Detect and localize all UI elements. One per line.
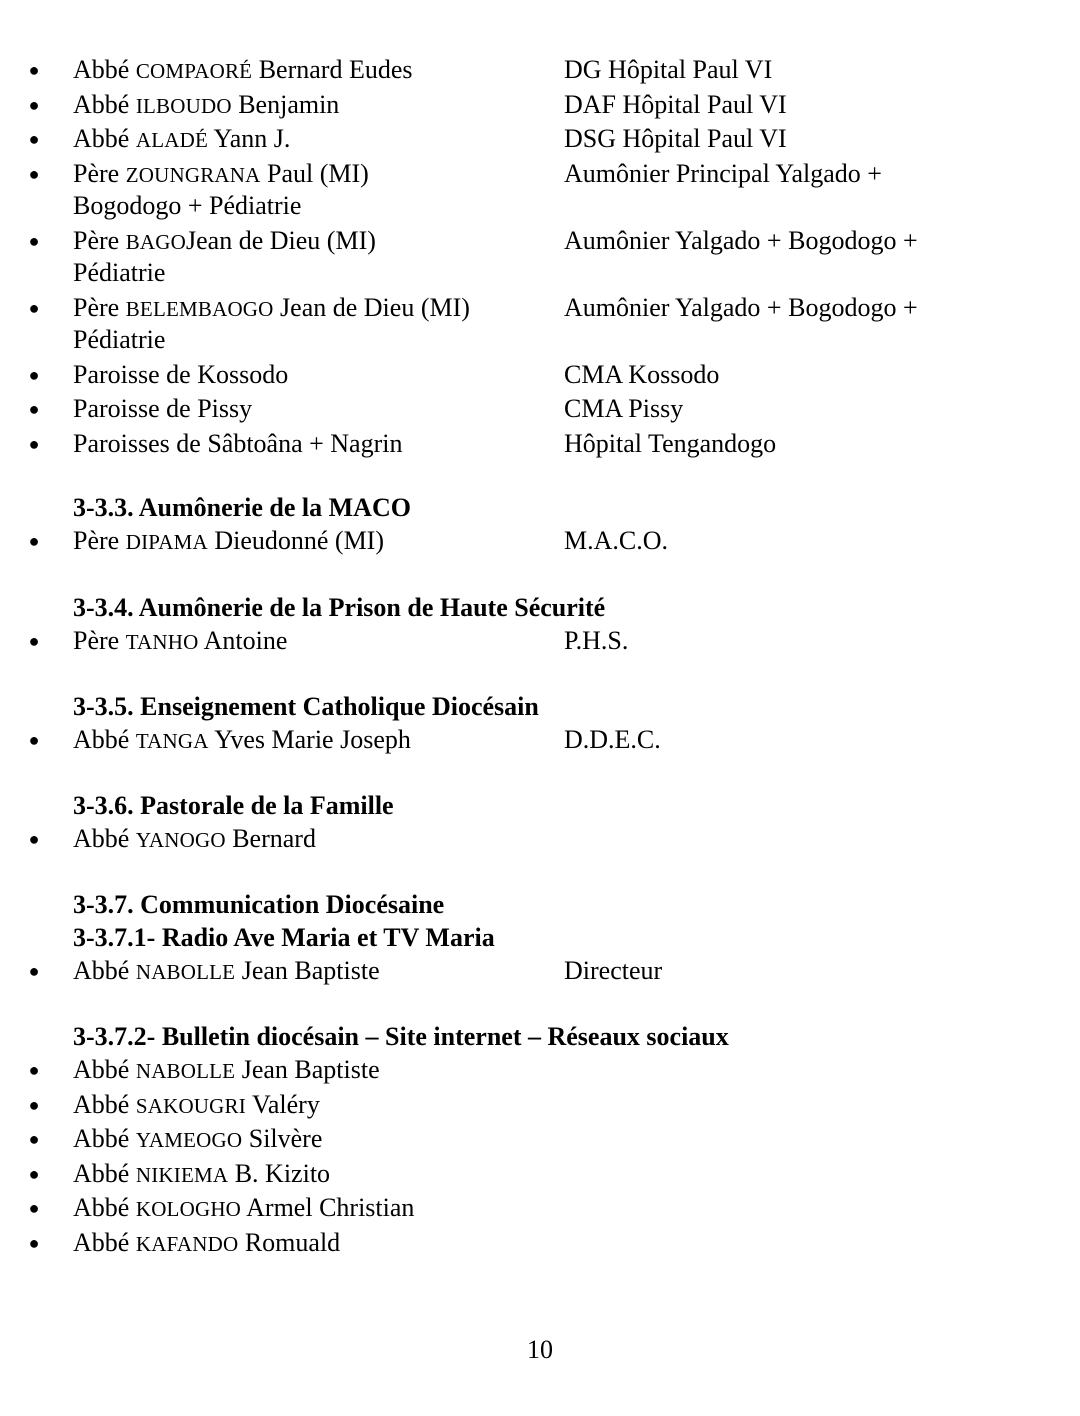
section-heading: 3-3.3. Aumônerie de la MACO	[73, 493, 411, 522]
person-role: DAF Hôpital Paul VI	[564, 89, 787, 119]
list-item	[0, 624, 1080, 659]
list-item	[0, 157, 1080, 224]
parish-name: Paroisse de Kossodo	[73, 359, 289, 389]
bullet-icon: ●	[28, 1198, 40, 1218]
list-item	[0, 1157, 1080, 1192]
person-name: Abbé SAKOUGRI Valéry	[73, 1089, 320, 1119]
bullet-icon: ●	[28, 1163, 40, 1184]
section-maco	[0, 491, 1080, 559]
bullet-icon: ●	[28, 730, 40, 750]
list-item	[0, 1053, 1080, 1088]
person-role-continuation: Pédiatrie	[73, 258, 166, 287]
bullet-icon: ●	[28, 1232, 40, 1253]
person-role-continuation: Bogodogo + Pédiatrie	[73, 191, 302, 220]
person-name: Abbé NABOLLE Jean Baptiste	[73, 956, 380, 985]
parish-name: Paroisses de Sâbtoâna + Nagrin	[73, 428, 403, 458]
bullet-icon: ●	[28, 829, 40, 849]
bullet-icon: ●	[28, 230, 40, 251]
list-item	[0, 291, 1080, 358]
person-name: Abbé NABOLLE Jean Baptiste	[73, 1055, 380, 1084]
bullet-icon: ●	[28, 1094, 40, 1115]
person-role: DSG Hôpital Paul VI	[564, 124, 787, 153]
bullet-icon: ●	[28, 94, 40, 115]
hospital-chaplain-list	[0, 53, 1080, 461]
list-item	[0, 524, 1080, 559]
section-enseignement	[0, 690, 1080, 758]
section-famille	[0, 789, 1080, 857]
person-role: Aumônier Yalgado + Bogodogo +	[564, 225, 918, 255]
section-heading: 3-3.7.2- Bulletin diocésain – Site internet – Réseaux sociaux	[73, 1022, 729, 1051]
person-name: Abbé KOLOGHO Armel Christian	[73, 1193, 415, 1222]
person-name: Père TANHO Antoine	[73, 626, 288, 655]
person-name: Abbé KAFANDO Romuald	[73, 1227, 341, 1257]
person-role: DG Hôpital Paul VI	[564, 55, 773, 84]
person-name: Abbé TANGA Yves Marie Joseph	[73, 725, 411, 754]
bullet-icon: ●	[28, 531, 40, 551]
section-bulletin	[0, 1020, 1080, 1260]
person-name: Abbé COMPAORÉ Bernard Eudes	[73, 55, 413, 84]
bullet-icon: ●	[28, 399, 40, 419]
bullet-icon: ●	[28, 1060, 40, 1080]
list-item	[0, 1226, 1080, 1261]
list-item	[0, 1122, 1080, 1157]
person-name: Abbé NIKIEMA B. Kizito	[73, 1158, 331, 1188]
list-item	[0, 224, 1080, 291]
person-role: Aumônier Yalgado + Bogodogo +	[564, 292, 918, 322]
bullet-icon: ●	[28, 433, 40, 454]
parish-name: Paroisse de Pissy	[73, 394, 253, 423]
person-role: P.H.S.	[564, 626, 629, 655]
list-item	[0, 954, 1080, 989]
section-heading: 3-3.5. Enseignement Catholique Diocésain	[73, 692, 539, 721]
bullet-icon: ●	[28, 364, 40, 385]
list-item	[0, 53, 1080, 88]
person-name: Abbé ALADÉ Yann J.	[73, 124, 291, 153]
person-role: D.D.E.C.	[564, 725, 661, 754]
person-role: CMA Kossodo	[564, 359, 720, 389]
person-role-continuation: Pédiatrie	[73, 325, 166, 354]
section-heading: 3-3.7. Communication Diocésaine	[73, 890, 445, 919]
person-role: Aumônier Principal Yalgado +	[564, 158, 882, 188]
bullet-icon: ●	[28, 1129, 40, 1149]
list-item	[0, 122, 1080, 157]
person-name: Père BAGOJean de Dieu (MI)	[73, 225, 376, 255]
person-name: Abbé ILBOUDO Benjamin	[73, 89, 340, 119]
person-name: Père DIPAMA Dieudonné (MI)	[73, 526, 385, 555]
person-name: Abbé YANOGO Bernard	[73, 824, 316, 853]
bullet-icon: ●	[28, 631, 40, 651]
bullet-icon: ●	[28, 60, 40, 80]
person-role: M.A.C.O.	[564, 526, 669, 555]
person-role: CMA Pissy	[564, 394, 684, 423]
person-role: Directeur	[564, 956, 663, 985]
section-prison	[0, 591, 1080, 659]
list-item	[0, 822, 1080, 857]
list-item	[0, 88, 1080, 123]
bullet-icon: ●	[28, 961, 40, 981]
list-item	[0, 1088, 1080, 1123]
person-role: Hôpital Tengandogo	[564, 428, 777, 458]
list-item	[0, 427, 1080, 462]
section-subheading: 3-3.7.1- Radio Ave Maria et TV Maria	[73, 923, 495, 952]
section-heading: 3-3.6. Pastorale de la Famille	[73, 791, 394, 820]
page-number: 10	[527, 1335, 553, 1364]
section-communication	[0, 888, 1080, 989]
bullet-icon: ●	[28, 129, 40, 149]
list-item	[0, 392, 1080, 427]
section-heading: 3-3.4. Aumônerie de la Prison de Haute Sécurité	[73, 593, 606, 622]
bullet-icon: ●	[28, 163, 40, 184]
person-name: Père BELEMBAOGO Jean de Dieu (MI)	[73, 292, 470, 322]
list-item	[0, 1191, 1080, 1226]
list-item	[0, 358, 1080, 393]
person-name: Abbé YAMEOGO Silvère	[73, 1124, 323, 1153]
list-item	[0, 723, 1080, 758]
person-name: Père ZOUNGRANA Paul (MI)	[73, 158, 369, 188]
bullet-icon: ●	[28, 297, 40, 318]
